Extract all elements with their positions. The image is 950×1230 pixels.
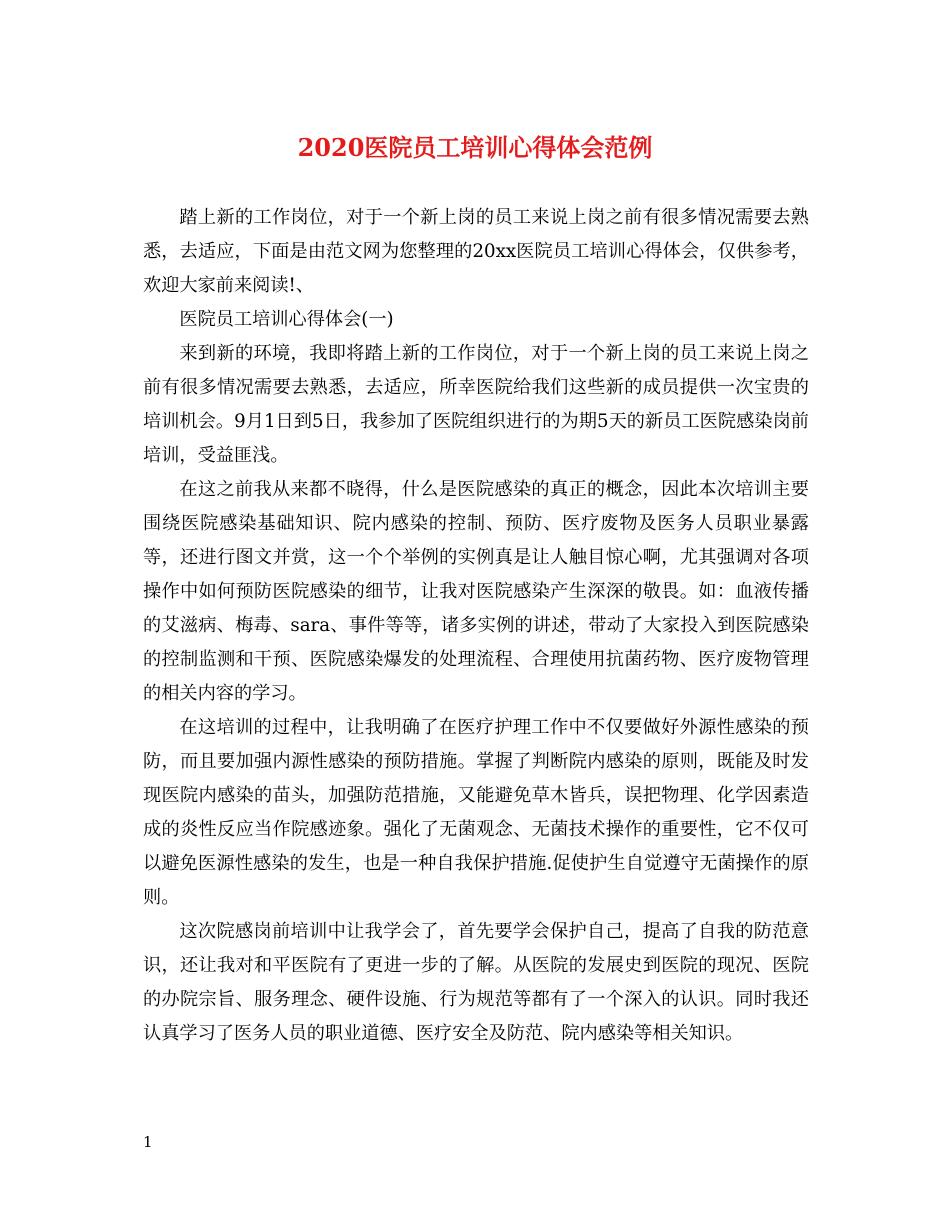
document-title: 2020医院员工培训心得体会范例 [297, 133, 653, 162]
body-paragraph: 这次院感岗前培训中让我学会了，首先要学会保护自己，提高了自我的防范意识，还让我对和平医院有了更进一步的了解。从医院的发展史到医院的现况、医院的办院宗旨、服务理念、硬件设施、行为规范等都有了一个深入的认识。同时我还认真学习了医务人员的职业道德、医疗安全及防范、院内感染等相关知识。 [143, 921, 809, 1044]
intro-paragraph: 踏上新的工作岗位，对于一个新上岗的员工来说上岗之前有很多情况需要去熟悉，去适应，下面是由范文网为您整理的20xx医院员工培训心得体会，仅供参考，欢迎大家前来阅读!、 [143, 207, 809, 296]
document-body [143, 201, 809, 1051]
section-heading: 医院员工培训心得体会(一) [179, 309, 394, 330]
body-paragraph: 在这之前我从来都不晓得，什么是医院感染的真正的概念，因此本次培训主要围绕医院感染基础知识、院内感染的控制、预防、医疗废物及医务人员职业暴露等，还进行图文并赏，这一个个举例的实例真是让人触目惊心啊，尤其强调对各项操作中如何预防医院感染的细节，让我对医院感染产生深深的敬畏。如：血液传播的艾滋病、梅毒、sara、事件等等，诸多实例的讲述，带动了大家投入到医院感染的控制监测和干预、医院感染爆发的处理流程、合理使用抗菌药物、医疗废物管理的相关内容的学习。 [143, 479, 809, 704]
body-paragraph: 来到新的环境，我即将踏上新的工作岗位，对于一个新上岗的员工来说上岗之前有很多情况需要去熟悉，去适应，所幸医院给我们这些新的成员提供一次宝贵的培训机会。9月1日到5日，我参加了医院组织进行的为期5天的新员工医院感染岗前培训，受益匪浅。 [143, 343, 809, 466]
page-number: 1 [143, 1133, 153, 1151]
body-paragraph: 在这培训的过程中，让我明确了在医疗护理工作中不仅要做好外源性感染的预防，而且要加强内源性感染的预防措施。掌握了判断院内感染的原则，既能及时发现医院内感染的苗头，加强防范措施，又能避免草木皆兵，误把物理、化学因素造成的炎性反应当作院感迹象。强化了无菌观念、无菌技术操作的重要性，它不仅可以避免医源性感染的发生，也是一种自我保护措施.促使护生自觉遵守无菌操作的原则。 [143, 717, 809, 908]
